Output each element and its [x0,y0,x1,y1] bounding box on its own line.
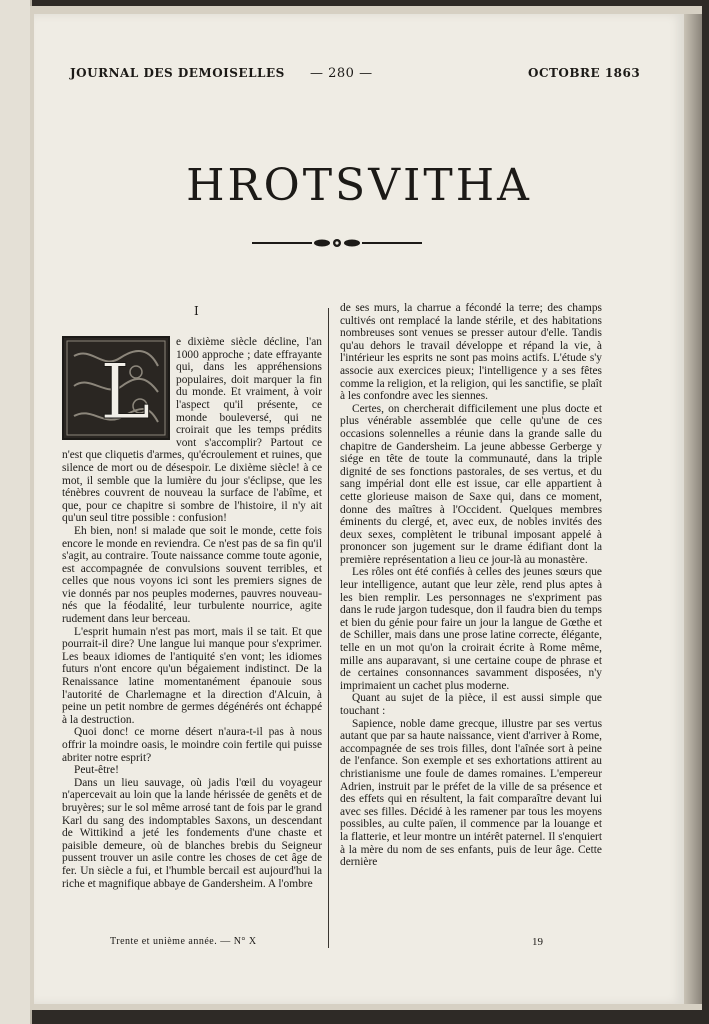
running-head-page-number: — 280 — [310,66,373,81]
facing-page-edge [0,0,32,1024]
running-head-date: OCTOBRE 1863 [528,66,641,80]
journal-page [34,14,684,1004]
article-paragraph: e dixième siècle décline, l'an 1000 approche ; date effrayante qui, dans les appréhensions populaires, doit marquer la fin du monde. Et vraiment, à voir l'aspect qu'il présente, ce monde bouleversé, qui ne croirait que les temps prédits vont s'accomplir? Partout ce n'est que cliquetis d'armes, qu'écroulement et ruines, que silence de mort ou de désespoir. Le dixième siècle! à ce mot, il semble que la lumière du jour s'éclipse, que les ténèbres couvrent de nouveau la surface de l'abîme, et que, pour ce chapitre si sombre de l'histoire, il n'y ait qu'un seul titre possible : confusion! [62,336,322,525]
right-column [340,302,602,948]
article-paragraph: L'esprit humain n'est pas mort, mais il se tait. Et que pourrait-il dire? Une langue lui manque pour s'exprimer. Les beaux idiomes de l'antiquité s'en vont; les idiomes futurs n'ont encore qu'un bégaiement indistinct. De la Renaissance latine momentanément épanouie sous l'autorité de Charlemagne et la direction d'Alcuin, à peine un petit nombre de germes dégénérés ont échappé à la destruction. [62,625,322,726]
ornamental-rule-icon [252,236,422,250]
article-paragraph: Eh bien, non! si malade que soit le monde, cette fois encore le monde en reviendra. Ce n'est pas de sa fin qu'il s'agit, au contraire. Toute naissance comme toute agonie, est accompagnée de convulsions souvent terribles, et celles que nous voyons ici sont les premiers signes de vie donnés par nos peuples modernes, pauvres nouveau-nés que la féodalité, leur turbulente nourrice, agite rudement dans leur berceau. [62,524,322,626]
article-paragraph: Les rôles ont été confiés à celles des jeunes sœurs que leur intelligence, autant que leur zèle, rend plus aptes à les bien remplir. Les personnages ne s'expriment pas dans le rude jargon tudesque, don il faudra bien du temps et bien du génie pour faire un jour la langue de Gœthe et de Schiller, mais dans une prose latine correcte, élégante, telle en un mot qu'on la croirait écrite à Rome même, mille ans auparavant, si une certaine coupe de phrase et de certaines consonnances savamment disposées, n'y imprimaient un cachet plus moderne. [340,566,602,692]
article-paragraph: Sapience, noble dame grecque, illustre par ses vertus autant que par sa haute naissance, vient d'arriver à Rome, accompagnée de ses trois filles, dont l'aînée sort à peine de l'enfance. Son exemple et ses exhortations attirent au christianisme une foule de dames romaines. L'empereur Adrien, instruit par le préfet de la ville de sa présence et des effets qui en résultent, la fait comparaître devant lui avec ses filles. Décidé à les ramener par tous les moyens possibles, au culte païen, il commence par la louange et la flatterie, et leur montre un intérêt paternel. Il s'enquiert à la mère du nom de ses enfants, puis de leur âge. Cette dernière [340,717,602,869]
article-paragraph: Certes, on chercherait difficilement une plus docte et plus vénérable assemblée que celle qu'une de ces occasions solennelles a réunie dans la grande salle du chapitre de Gandersheim. La jeune abbesse Gerberge y siége en tête de toute la communauté, dans la triple dignité de ses fonctions pastorales, de ses vertus, et du sang impérial dont elle est issue, car elle appartient à cette glorieuse maison de Saxe qui, dans ce moment, donne des maîtres à l'Occident. Quelques membres éminents du clergé, et, avec eux, de nobles invités des deux sexes, complètent le tribunal imposant appelé à prononcer son jugement sur le drame édifiant dont la première représentation a lieu ce jour-là au monastère. [340,402,602,566]
article-paragraph: Quoi donc! ce morne désert n'aura-t-il pas à nous offrir la moindre oasis, le moindre coin fertile qui puisse abriter notre esprit? [62,726,322,764]
running-head-journal: JOURNAL DES DEMOISELLES [70,66,285,80]
article-paragraph: Quant au sujet de la pièce, il est aussi simple que touchant : [340,692,602,717]
page-stack-edge [684,14,702,1004]
section-number: I [194,304,199,318]
footer-signature: Trente et unième année. — N° X [110,936,257,947]
dropcap-letter: L [100,347,151,436]
ornate-dropcap-l-icon [62,336,170,440]
article-paragraph: Dans un lieu sauvage, où jadis l'œil du voyageur n'apercevait au loin que la lande hérissée de genêts et de bruyères; sur le sol même arrosé tant de fois par le grand Karl du sang des indomptables Saxons, un descendant de Wittikind a jeté les fondements d'une chaste et paisible demeure, où de blanches brebis du Seigneur pussent trouver un asile contre les choses de cet âge de fer. Un siècle a fui, et l'humble bercail est aujourd'hui la riche et magnifique abbaye de Gandersheim. A l'ombre [62,776,322,890]
footer-sheet-number: 19 [532,936,543,948]
column-divider [328,308,329,948]
article-title: HROTSVITHA [186,160,532,211]
article-paragraph: de ses murs, la charrue a fécondé la terre; des champs cultivés ont remplacé la lande stérile, et des habitations nombreuses sont venues se presser autour d'elle. Tandis qu'au dehors le travail développe et répand la vie, à l'intérieur les esprits ne sont pas moins actifs. L'étude s'y associe aux exercices pieux; l'intelligence y a ses fêtes comme la religion, et la religion, qui les sanctifie, se plaît à les confondre avec les siennes. [340,302,602,403]
left-column [62,336,322,948]
article-paragraph: Peut-être! [74,764,119,777]
